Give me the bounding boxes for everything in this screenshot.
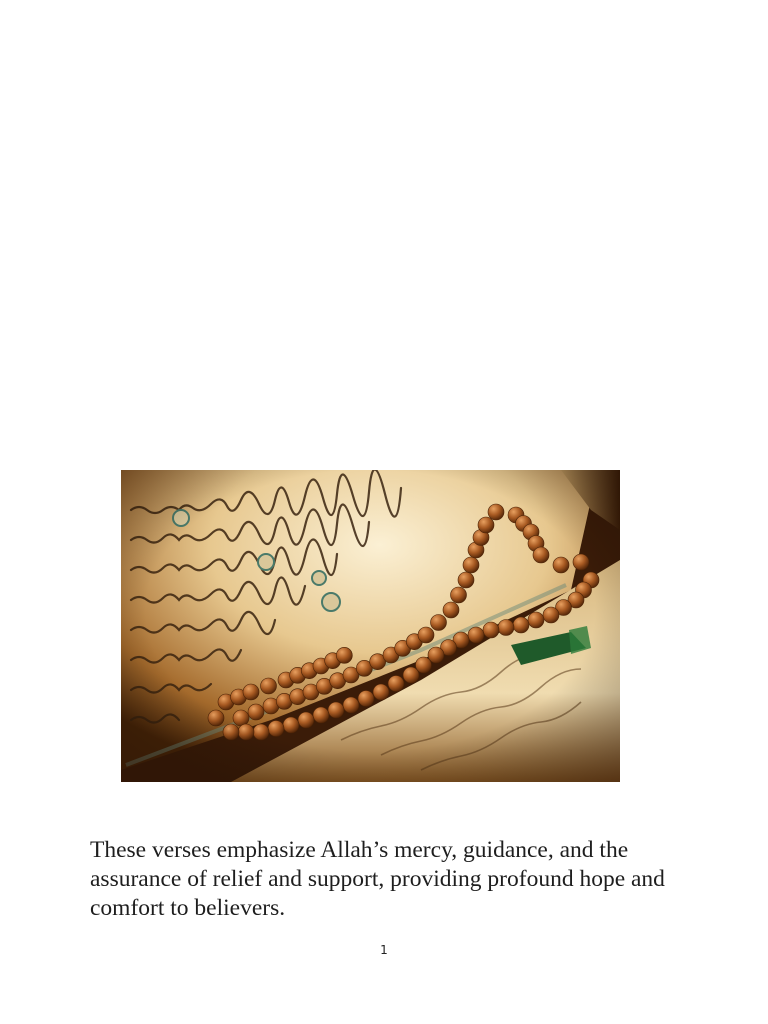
body-paragraph: These verses emphasize Allah’s mercy, guidance, and the assurance of relief and support, providing profound hope and comfort to believers. [90, 837, 665, 921]
quran-prayer-beads-image [121, 470, 620, 782]
quran-prayer-beads-illustration [121, 470, 620, 782]
page-number: 1 [380, 943, 388, 957]
